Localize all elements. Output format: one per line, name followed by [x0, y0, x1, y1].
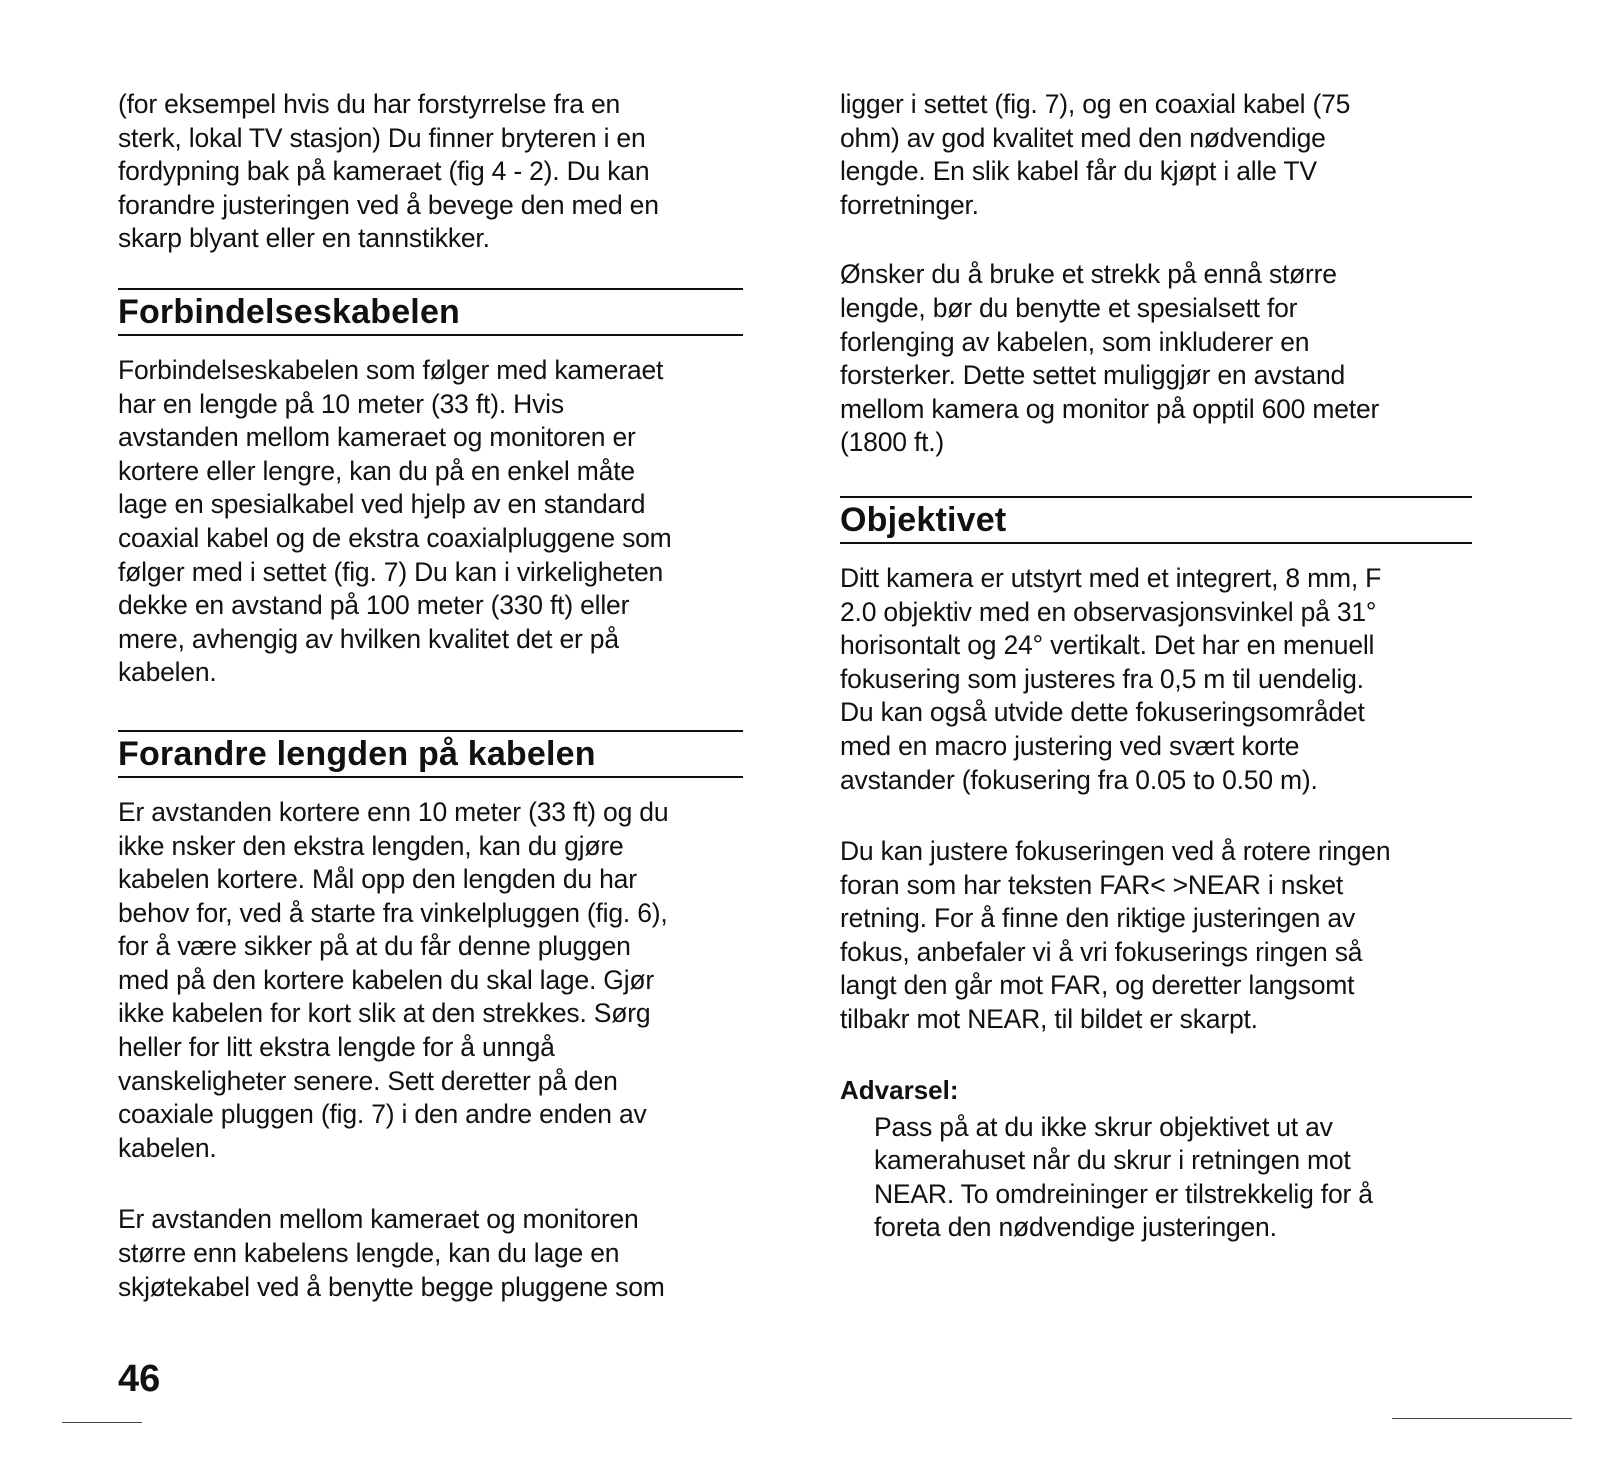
length-paragraph-1: Er avstanden kortere enn 10 meter (33 ft) og du ikke nsker den ekstra lengden, kan du gjøre kabelen kortere. Mål opp den lengden du har behov for, ved å starte fra vinkelpluggen (fig. 6), for å være sikker på at du får denne pluggen med på den kortere kabelen du skal lage. Gjør ikke kabelen for kort slik at den strekkes. Sørg heller for litt ekstra lengde for å unngå vanskeligheter senere. Sett deretter på den coaxiale pluggen (fig. 7) i den andre enden av kabelen. — [118, 796, 669, 1163]
section-heading-lens — [840, 496, 1472, 544]
scan-artifact-line-left — [62, 1422, 142, 1423]
intro-paragraph: (for eksempel hvis du har forstyrrelse fra en sterk, lokal TV stasjon) Du finner bryteren i en fordypning bak på kameraet (fig 4 - 2). Du kan forandre justeringen ved å bevege den med en skarp blyant eller en tannstikker. — [118, 89, 659, 254]
section-heading-length — [118, 730, 743, 778]
section-title-objektivet: Objektivet — [840, 500, 1007, 539]
scan-artifact-line-right — [1392, 1418, 1572, 1419]
left-column — [118, 88, 743, 1304]
page-number: 46 — [118, 1358, 161, 1400]
continuation-paragraph: ligger i settet (fig. 7), og en coaxial kabel (75 ohm) av god kvalitet med den nødvendige lengde. En slik kabel får du kjøpt i alle TV forretninger. — [840, 89, 1351, 220]
warning-title: Advarsel: — [840, 1074, 959, 1105]
section-title-forandre-lengden: Forandre lengden på kabelen — [118, 734, 596, 773]
extension-paragraph: Ønsker du å bruke et strekk på ennå større lengde, bør du benytte et spesialsett for forlenging av kabelen, som inkluderer en forsterker. Dette settet muliggjør en avstand mellom kamera og monitor på opptil 600 meter (1800 ft.) — [840, 259, 1380, 458]
length-paragraph-2: Er avstanden mellom kameraet og monitoren større enn kabelens lengde, kan du lage en skjøtekabel ved å benytte begge pluggene som — [118, 1204, 665, 1302]
section-heading-cable — [118, 288, 743, 336]
right-column — [840, 88, 1472, 1245]
cable-paragraph: Forbindelseskabelen som følger med kameraet har en lengde på 10 meter (33 ft). Hvis avstanden mellom kameraet og monitoren er kortere eller lengre, kan du på en enkel måte lage en spesialkabel ved hjelp av en standard coaxial kabel og de ekstra coaxialpluggene som følger med i settet (fig. 7) Du kan i virkeligheten dekke en avstand på 100 meter (330 ft) eller mere, avhengig av hvilken kvalitet det er på kabelen. — [118, 354, 672, 688]
lens-paragraph-1: Ditt kamera er utstyrt med et integrert, 8 mm, F 2.0 objektiv med en observasjonsvinkel på 31° horisontalt og 24° vertikalt. Det har en menuell fokusering som justeres fra 0,5 m til uendelig. Du kan også utvide dette fokuseringsområdet med en macro justering ved svært korte avstander (fokusering fra 0.05 to 0.50 m). — [840, 562, 1382, 795]
section-title-forbindelseskabelen: Forbindelseskabelen — [118, 292, 461, 331]
lens-paragraph-2: Du kan justere fokuseringen ved å rotere ringen foran som har teksten FAR< >NEAR i nsket retning. For å finne den riktige justeringen av fokus, anbefaler vi å vri fokuserings ringen så langt den går mot FAR, og deretter langsomt tilbakr mot NEAR, til bildet er skarpt. — [840, 836, 1391, 1035]
warning-text: Pass på at du ikke skrur objektivet ut av kamerahuset når du skrur i retningen mot NEAR. To omdreininger er tilstrekkelig for å foreta den nødvendige justeringen. — [874, 1111, 1373, 1243]
